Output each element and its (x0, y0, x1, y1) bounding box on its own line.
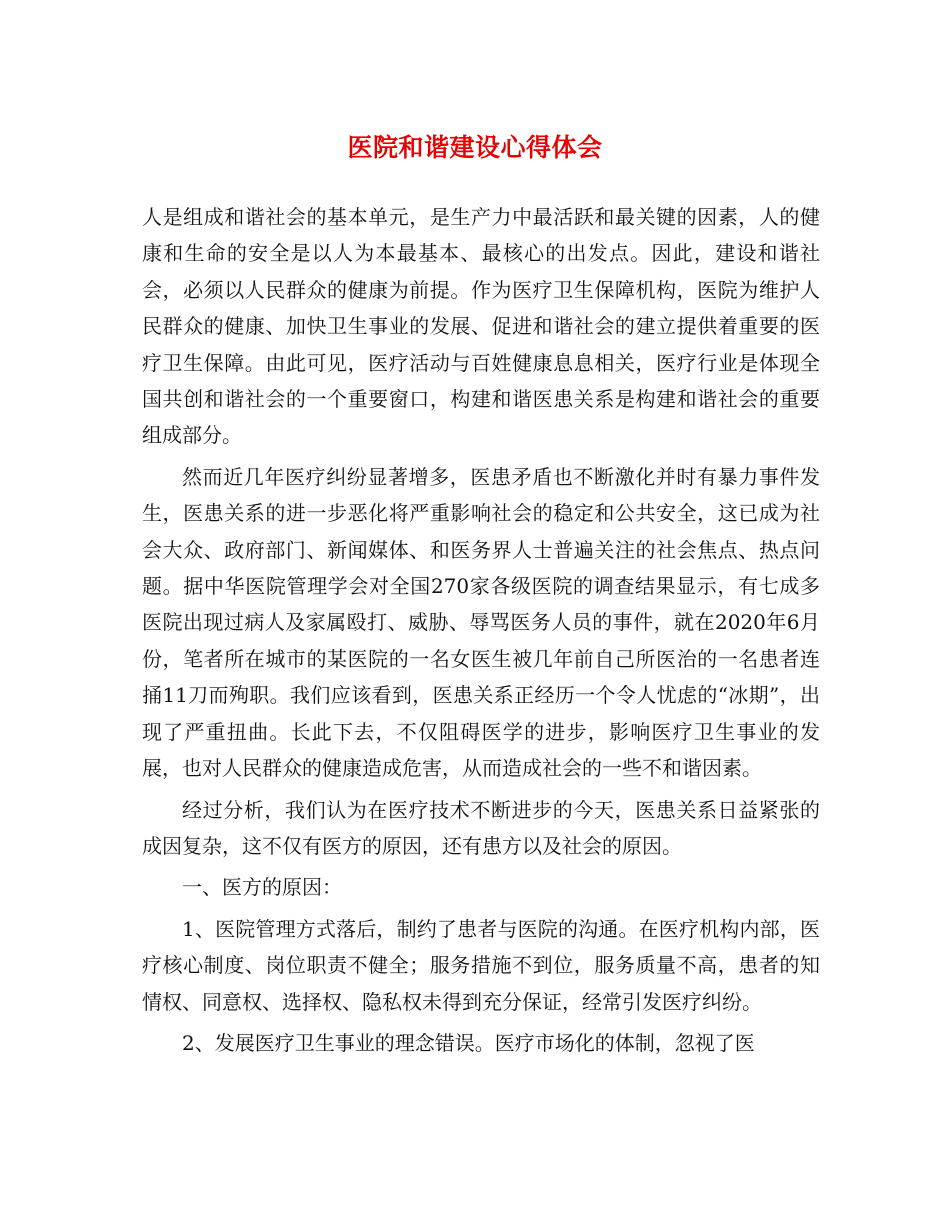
paragraph-point-2: 2、发展医疗卫生事业的理念错误。医疗市场化的体制，忽视了医 (182, 1030, 755, 1055)
section-heading-hospital-causes: 一、医方的原因： (182, 875, 342, 900)
paragraph-point-1: 1、医院管理方式落后，制约了患者与医院的沟通。在医疗机构内部，医疗核心制度、岗位职责不健全；服务措施不到位，服务质量不高，患者的知情权、同意权、选择权、隐私权未得到充分保证，经常引发医疗纠纷。 (142, 916, 820, 1014)
document-body (142, 199, 820, 1066)
paragraph-analysis: 经过分析，我们认为在医疗技术不断进步的今天，医患关系日益紧张的成因复杂，这不仅有医方的原因，还有患方以及社会的原因。 (142, 797, 820, 858)
paragraph-intro: 人是组成和谐社会的基本单元，是生产力中最活跃和最关键的因素，人的健康和生命的安全是以人为本最基本、最核心的出发点。因此，建设和谐社会，必须以人民群众的健康为前提。作为医疗卫生保障机构，医院为维护人民群众的健康、加快卫生事业的发展、促进和谐社会的建立提供着重要的医疗卫生保障。由此可见，医疗活动与百姓健康息息相关，医疗行业是体现全国共创和谐社会的一个重要窗口，构建和谐医患关系是构建和谐社会的重要组成部分。 (142, 205, 820, 448)
paragraph-conflict: 然而近几年医疗纠纷显著增多，医患矛盾也不断激化并时有暴力事件发生，医患关系的进一步恶化将严重影响社会的稳定和公共安全，这已成为社会大众、政府部门、新闻媒体、和医务界人士普遍关注的社会焦点、热点问题。据中华医院管理学会对全国270家各级医院的调查结果显示，有七成多医院出现过病人及家属殴打、威胁、辱骂医务人员的事件，就在2020年6月份，笔者所在城市的某医院的一名女医生被几年前自己所医治的一名患者连捅11刀而殉职。我们应该看到，医患关系正经历一个令人忧虑的“冰期”，出现了严重扭曲。长此下去，不仅阻碍医学的进步，影响医疗卫生事业的发展，也对人民群众的健康造成危害，从而造成社会的一些不和谐因素。 (142, 464, 820, 781)
document-title: 医院和谐建设心得体会 (347, 133, 603, 162)
